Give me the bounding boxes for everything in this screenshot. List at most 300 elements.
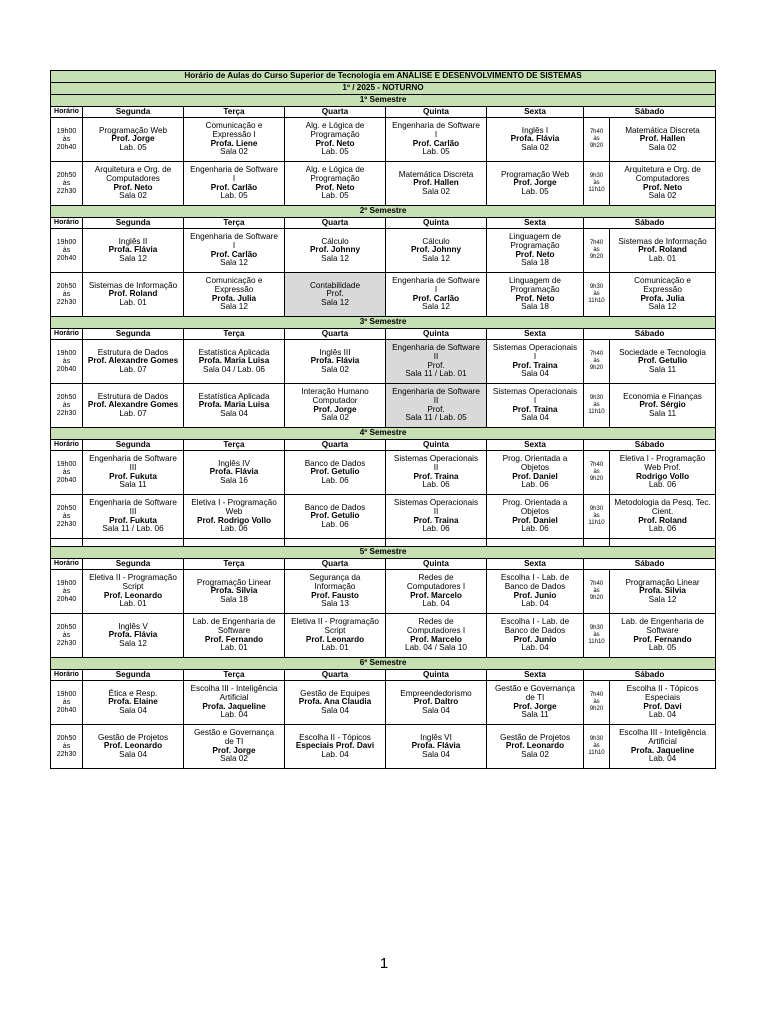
class-detail: Lab. 01 [220, 643, 248, 653]
teacher-name: Profa. Flávia [510, 134, 560, 144]
subtitle-row [51, 83, 716, 95]
teacher-name: Prof. Leonardo [305, 634, 365, 644]
teacher-name: Prof. Daniel [512, 471, 558, 481]
title-row [51, 71, 716, 83]
time-line: às [593, 358, 600, 364]
time-line: 11h10 [588, 409, 605, 415]
page-number: 1 [379, 955, 389, 972]
class-detail: Sala 11 / Lab. 06 [102, 524, 164, 534]
class-cell [610, 273, 716, 317]
class-detail: Programação [510, 284, 560, 294]
class-detail: Sala 12 [422, 302, 450, 312]
saturday-time-cell [584, 451, 610, 495]
time-cell [51, 162, 83, 206]
class-detail: Lab. 06 [648, 524, 677, 534]
saturday-time-cell [584, 118, 610, 162]
course-name: Escolha III - Inteligência [190, 684, 278, 694]
class-detail: Expressão I [212, 129, 256, 139]
column-header: Sábado [584, 559, 716, 570]
class-cell [610, 681, 716, 725]
class-detail: Computadores I [406, 625, 466, 635]
class-detail: de TI [224, 736, 244, 746]
teacher-name: Rodrigo Vollo [636, 471, 690, 481]
column-header: Horário [51, 218, 83, 229]
teacher-name: Prof. Traina [512, 404, 558, 414]
course-name: Gestão e Governança [193, 728, 275, 738]
course-name: Escolha II - Tópicos [299, 732, 371, 742]
class-cell [487, 570, 584, 614]
column-header: Terça [184, 670, 285, 681]
class-cell [184, 495, 285, 539]
class-detail: I [533, 395, 537, 405]
class-detail: Programação [310, 129, 360, 139]
time-line: 20h50 [56, 282, 77, 290]
time-line: às [62, 246, 71, 254]
class-detail: Script [122, 581, 144, 591]
class-cell [184, 162, 285, 206]
spacer-row [51, 539, 716, 547]
class-detail: Sala 11 [521, 710, 549, 720]
class-detail: Lab. 06 [521, 524, 549, 534]
column-header: Quarta [285, 329, 386, 340]
class-detail: Sala 04 [119, 705, 147, 715]
time-line: 22h30 [56, 750, 77, 758]
class-detail: Lab. 04 [422, 599, 450, 609]
course-name: Engenharia de Software [392, 276, 480, 286]
semester-title: 2º Semestre [51, 206, 716, 218]
empty-cell [285, 539, 386, 547]
course-name: Engenharia de Software [190, 165, 278, 175]
teacher-name: Prof. Fukuta [109, 471, 157, 481]
class-cell [83, 570, 184, 614]
course-name: Arquitetura e Org. de [624, 165, 701, 175]
class-detail: Lab. 06 [648, 480, 677, 490]
class-detail: Lab. 04 [648, 754, 677, 764]
time-line: às [593, 402, 600, 408]
time-line: às [62, 135, 71, 143]
time-cell [51, 384, 83, 428]
semester-heading-row [51, 206, 716, 218]
class-cell [386, 340, 487, 384]
teacher-name: Prof. Hallen [413, 178, 459, 188]
class-detail: Lab. 04 [648, 710, 677, 720]
class-detail: Sala 12 [119, 253, 147, 263]
schedule-row [51, 229, 716, 273]
schedule-row [51, 162, 716, 206]
course-name: Escolha I - Lab. de [500, 573, 570, 583]
course-name: Empreendedorismo [400, 688, 472, 698]
course-name: Matemática Discreta [625, 125, 700, 135]
column-header: Horário [51, 329, 83, 340]
class-cell [184, 451, 285, 495]
class-detail: Sala 02 [220, 754, 248, 764]
class-detail: Lab. 05 [321, 147, 349, 157]
time-line: 9h30 [589, 625, 604, 631]
class-detail: Sala 11 [119, 480, 147, 490]
column-header: Quinta [386, 218, 487, 229]
empty-cell [83, 539, 184, 547]
course-name: Eletiva I - Programação [619, 454, 706, 464]
class-detail: Prof. [326, 289, 344, 299]
schedule-row [51, 681, 716, 725]
empty-cell [487, 539, 584, 547]
class-cell [487, 495, 584, 539]
course-name: Engenharia de Software [392, 343, 480, 353]
column-header: Quinta [386, 440, 487, 451]
time-cell [51, 681, 83, 725]
class-cell [386, 384, 487, 428]
time-line: 9h30 [589, 736, 604, 742]
teacher-name: Prof. Davi [643, 701, 682, 711]
course-name: Eletiva II - Programação [291, 617, 379, 627]
class-cell [610, 725, 716, 769]
semester-heading-row [51, 317, 716, 329]
column-header: Segunda [83, 107, 184, 118]
course-name: Inglês II [118, 236, 148, 246]
page-subtitle: 1º / 2025 - NOTURNO [51, 83, 716, 95]
course-name: Banco de Dados [304, 502, 366, 512]
teacher-name: Prof. Jorge [513, 701, 557, 711]
column-header: Quarta [285, 670, 386, 681]
class-detail: Sala 04 [119, 749, 147, 759]
time-line: 9h20 [589, 143, 604, 149]
class-detail: Software [646, 625, 679, 635]
class-cell [610, 384, 716, 428]
class-detail: Lab. 04 / Sala 10 [405, 643, 467, 653]
course-name: Sistemas Operacionais [492, 343, 578, 353]
class-detail: Lab. 07 [119, 408, 147, 418]
class-cell [184, 118, 285, 162]
class-detail: Lab. 05 [119, 142, 147, 152]
time-line: 9h30 [589, 284, 604, 290]
course-name: Inglês I [521, 125, 549, 135]
course-name: Sistemas Operacionais [492, 387, 578, 397]
course-name: Engenharia de Software [190, 232, 278, 242]
teacher-name: Profa. Jaqueline [630, 745, 695, 755]
time-line: às [593, 180, 600, 186]
class-detail: Lab. 04 [521, 599, 549, 609]
column-header-row [51, 440, 716, 451]
class-cell [487, 273, 584, 317]
schedule-row [51, 570, 716, 614]
teacher-name: Prof. Rodrigo Vollo [197, 515, 271, 525]
schedule-row [51, 340, 716, 384]
column-header: Sábado [584, 218, 716, 229]
teacher-name: Prof. Johnny [309, 245, 361, 255]
class-detail: I [434, 129, 438, 139]
class-cell [184, 570, 285, 614]
teacher-name: Prof. Getulio [310, 511, 360, 521]
saturday-time-cell [584, 681, 610, 725]
time-line: 20h50 [56, 504, 77, 512]
course-name: Linguagem de [509, 276, 561, 286]
class-cell [487, 162, 584, 206]
time-line: às [593, 699, 600, 705]
class-detail: II [433, 462, 439, 472]
class-cell [285, 340, 386, 384]
course-name: Estatística Aplicada [198, 347, 270, 357]
class-detail: Sala 04 [521, 369, 549, 379]
class-detail: Lab. 06 [321, 475, 349, 485]
column-header: Sexta [487, 218, 584, 229]
semester-title: 4º Semestre [51, 428, 716, 440]
teacher-name: Prof. Leonardo [103, 590, 163, 600]
class-detail: Sala 02 [521, 142, 549, 152]
course-name: Programação Linear [625, 577, 700, 587]
class-cell [285, 495, 386, 539]
time-line: às [62, 290, 71, 298]
column-header-row [51, 218, 716, 229]
class-cell [610, 495, 716, 539]
course-name: Alg. e Lógica de [305, 121, 365, 131]
class-detail: Lab. 04 [321, 749, 349, 759]
course-name: Engenharia de Software [89, 498, 177, 508]
semester-title: 3º Semestre [51, 317, 716, 329]
class-cell [487, 340, 584, 384]
schedule-row [51, 495, 716, 539]
course-name: Metodologia da Pesq. Tec. [614, 498, 711, 508]
teacher-name: Prof. Leonardo [505, 741, 565, 751]
time-line: 20h40 [56, 254, 77, 262]
class-detail: Artificial [648, 736, 677, 746]
course-name: Redes de [418, 617, 454, 627]
course-name: Escolha I - Lab. de [500, 617, 570, 627]
time-cell [51, 340, 83, 384]
class-detail: Sala 02 [220, 147, 248, 157]
class-cell [83, 162, 184, 206]
saturday-time-cell [584, 162, 610, 206]
class-cell [285, 273, 386, 317]
time-line: 7h40 [589, 581, 604, 587]
class-cell [386, 229, 487, 273]
teacher-name: Prof. Carlão [412, 293, 460, 303]
time-line: 11h10 [588, 520, 605, 526]
course-name: Engenharia de Software [392, 387, 480, 397]
class-cell [386, 273, 487, 317]
time-line: às [593, 469, 600, 475]
class-detail: Sala 16 [220, 475, 248, 485]
course-name: Sistemas Operacionais [393, 454, 479, 464]
class-detail: I [533, 351, 537, 361]
semester-title: 5º Semestre [51, 547, 716, 559]
column-header: Terça [184, 440, 285, 451]
teacher-name: Profa. Julia [211, 293, 257, 303]
time-cell [51, 570, 83, 614]
class-cell [487, 614, 584, 658]
class-detail: de TI [525, 692, 545, 702]
class-cell [184, 614, 285, 658]
class-detail: Especiais [645, 692, 681, 702]
teacher-name: Prof. Jorge [313, 404, 357, 414]
class-detail: Lab. 05 [220, 191, 248, 201]
column-header: Horário [51, 670, 83, 681]
time-cell [51, 495, 83, 539]
time-line: 20h40 [56, 365, 77, 373]
class-cell [83, 384, 184, 428]
class-cell [386, 681, 487, 725]
column-header-row [51, 329, 716, 340]
class-detail: Sala 13 [321, 599, 349, 609]
class-cell [184, 340, 285, 384]
semester-heading-row [51, 547, 716, 559]
course-name: Gestão de Equipes [300, 688, 370, 698]
teacher-name: Prof. Leonardo [103, 741, 163, 751]
time-line: 20h40 [56, 706, 77, 714]
time-line: 20h40 [56, 476, 77, 484]
course-name: Inglês IV [218, 458, 250, 468]
class-detail: Sala 02 [321, 364, 349, 374]
schedule-row [51, 725, 716, 769]
course-name: Contabilidade [309, 280, 361, 290]
empty-cell [386, 539, 487, 547]
time-line: 22h30 [56, 520, 77, 528]
course-name: Comunicação e [634, 276, 691, 286]
class-detail: Sala 04 / Lab. 06 [203, 364, 265, 374]
empty-cell [610, 539, 716, 547]
teacher-name: Prof. Fernando [204, 634, 264, 644]
column-header: Sábado [584, 670, 716, 681]
column-header: Sexta [487, 440, 584, 451]
column-header: Sábado [584, 440, 716, 451]
course-name: Sistemas Operacionais [393, 498, 479, 508]
class-detail: Lab. 06 [220, 524, 248, 534]
teacher-name: Prof. Daniel [512, 515, 558, 525]
course-name: Inglês III [319, 347, 351, 357]
time-line: às [62, 512, 71, 520]
class-cell [83, 725, 184, 769]
column-header: Segunda [83, 329, 184, 340]
saturday-time-cell [584, 340, 610, 384]
saturday-time-cell [584, 273, 610, 317]
course-name: Economia e Finanças [623, 391, 702, 401]
class-cell [285, 384, 386, 428]
saturday-time-cell [584, 384, 610, 428]
class-cell [184, 384, 285, 428]
teacher-name: Profa. Silvia [210, 586, 258, 596]
class-cell [487, 229, 584, 273]
class-detail: Prof. [427, 360, 445, 370]
class-detail: Sala 04 [422, 705, 450, 715]
time-line: às [593, 743, 600, 749]
course-name: Escolha II - Tópicos [626, 684, 699, 694]
teacher-name: Profa. Flávia [108, 630, 158, 640]
column-header: Horário [51, 107, 83, 118]
column-header: Quarta [285, 218, 386, 229]
class-cell [487, 725, 584, 769]
column-header: Segunda [83, 559, 184, 570]
class-cell [184, 725, 285, 769]
class-cell [487, 118, 584, 162]
course-name: Cálculo [321, 236, 349, 246]
time-line: às [593, 588, 600, 594]
time-line: 7h40 [589, 351, 604, 357]
schedule-row [51, 118, 716, 162]
column-header-row [51, 107, 716, 118]
class-detail: Sala 04 [521, 413, 549, 423]
class-cell [285, 162, 386, 206]
column-header-row [51, 559, 716, 570]
class-detail: Sala 12 [648, 302, 677, 312]
class-cell [83, 118, 184, 162]
teacher-name: Prof. Getulio [310, 467, 360, 477]
class-detail: Lab. 01 [321, 643, 349, 653]
class-detail: Cient. [651, 506, 674, 516]
teacher-name: Especiais Prof. Davi [295, 741, 375, 751]
semester-title: 1º Semestre [51, 95, 716, 107]
time-line: 9h30 [589, 395, 604, 401]
class-cell [610, 570, 716, 614]
course-name: Estrutura de Dados [97, 347, 169, 357]
class-detail: Sala 11 / Lab. 05 [405, 413, 467, 423]
teacher-name: Prof. Daltro [413, 697, 459, 707]
class-detail: Artificial [219, 692, 249, 702]
column-header: Quinta [386, 559, 487, 570]
schedule-row [51, 451, 716, 495]
teacher-name: Prof. Traina [413, 515, 459, 525]
course-name: Eletiva I - Programação [191, 498, 277, 508]
course-name: Matemática Discreta [398, 169, 474, 179]
class-cell [487, 384, 584, 428]
course-name: Engenharia de Software [89, 454, 177, 464]
class-cell [285, 570, 386, 614]
schedule-row [51, 384, 716, 428]
class-detail: Lab. 06 [321, 519, 349, 529]
course-name: Sistemas de Informação [88, 280, 178, 290]
course-name: Gestão de Projetos [499, 732, 571, 742]
time-line: 9h30 [589, 506, 604, 512]
course-name: Sociedade e Tecnologia [619, 347, 706, 357]
teacher-name: Prof. Neto [315, 182, 355, 192]
class-detail: Sala 04 [422, 749, 450, 759]
teacher-name: Prof. Traina [512, 360, 558, 370]
class-detail: Sala 12 [119, 638, 147, 648]
teacher-name: Profa. Silvia [639, 586, 686, 596]
class-cell [285, 681, 386, 725]
teacher-name: Prof. Carlão [210, 182, 258, 192]
teacher-name: Profa. Ana Claudia [298, 697, 372, 707]
time-line: 9h30 [589, 173, 604, 179]
time-line: às [62, 587, 71, 595]
time-cell [51, 229, 83, 273]
column-header: Sábado [584, 329, 716, 340]
course-name: Alg. e Lógica de [305, 165, 365, 175]
column-header: Sexta [487, 559, 584, 570]
time-line: 11h10 [588, 750, 605, 756]
saturday-time-cell [584, 495, 610, 539]
class-detail: III [129, 462, 137, 472]
class-cell [386, 495, 487, 539]
page-title: Horário de Aulas do Curso Superior de Tecnologia em ANÁLISE E DESENVOLVIMENTO DE SISTEMAS [51, 71, 716, 83]
time-cell [51, 614, 83, 658]
time-line: às [62, 468, 71, 476]
course-name: Sistemas de Informação [618, 236, 707, 246]
time-cell [51, 118, 83, 162]
teacher-name: Prof. Jorge [513, 178, 557, 188]
time-line: 22h30 [56, 298, 77, 306]
time-line: 11h10 [588, 298, 605, 304]
time-line: 7h40 [589, 462, 604, 468]
class-detail: Lab. 04 [521, 643, 549, 653]
semester-heading-row [51, 95, 716, 107]
class-detail: Web Prof. [644, 462, 681, 472]
semester-title: 6º Semestre [51, 658, 716, 670]
column-header: Sexta [487, 107, 584, 118]
class-cell [610, 340, 716, 384]
course-name: Segurança da [309, 573, 361, 583]
class-cell [386, 451, 487, 495]
time-line: 19h00 [56, 238, 77, 246]
class-detail: Sala 02 [119, 191, 147, 201]
